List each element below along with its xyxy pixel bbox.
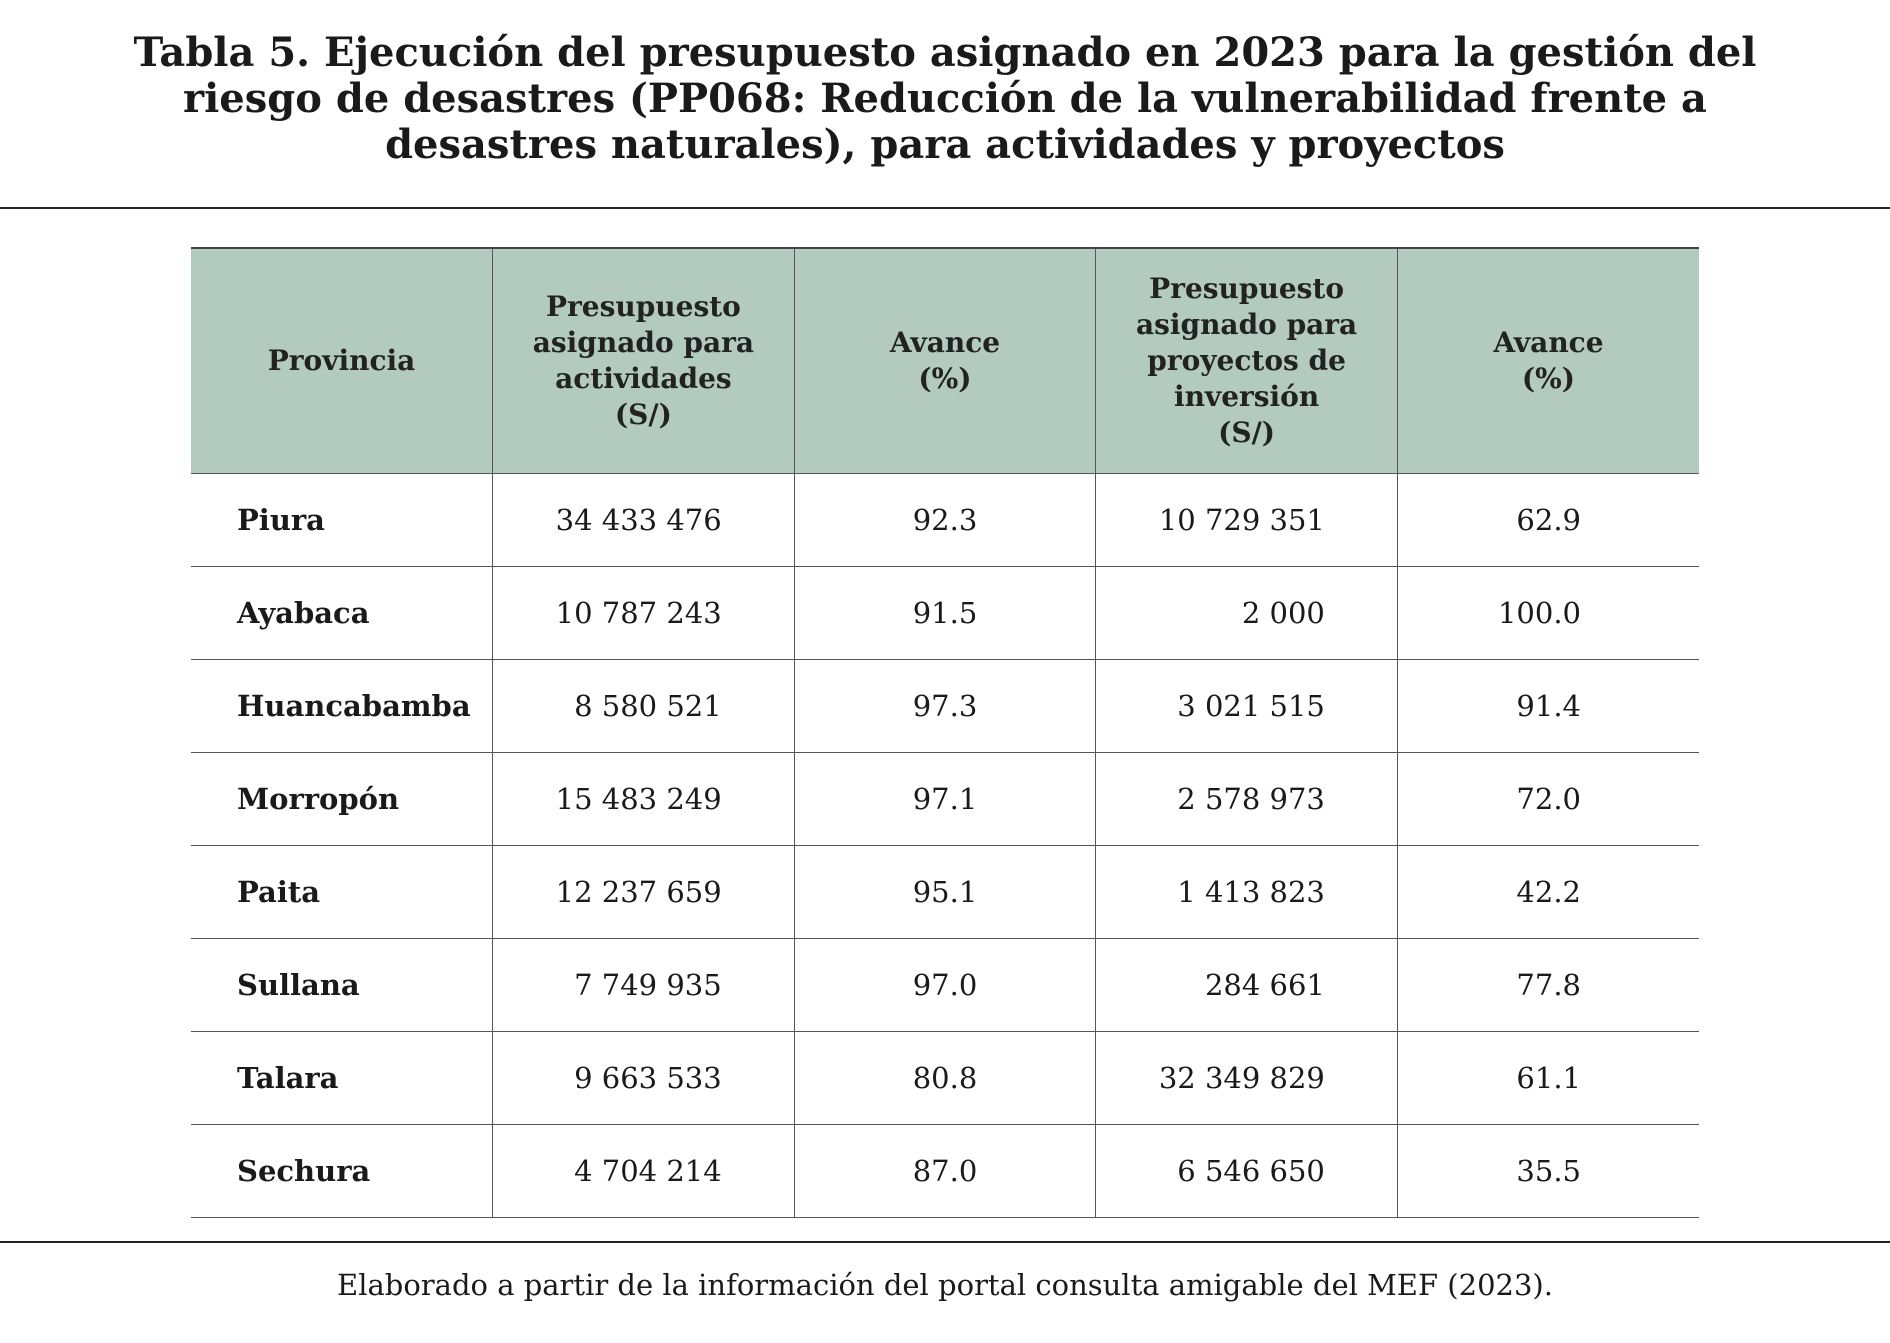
table-row (191, 567, 1699, 660)
table-title-line-2: riesgo de desastres (PP068: Reducción de la vulnerabilidad frente a (183, 75, 1707, 122)
cell-provincia: Ayabaca (191, 567, 493, 660)
cell-provincia: Talara (191, 1032, 493, 1125)
bottom-divider (0, 1241, 1890, 1243)
header-avance-actividades (794, 248, 1096, 474)
cell-avance-proyectos: 77.8 (1397, 939, 1699, 1032)
header-provincia-text: Provincia (267, 344, 416, 377)
table-row (191, 753, 1699, 846)
header-text-line: actividades (555, 362, 732, 395)
cell-provincia: Morropón (191, 753, 493, 846)
cell-presupuesto-proyectos: 32 349 829 (1096, 1032, 1398, 1125)
table-row (191, 474, 1699, 567)
cell-presupuesto-actividades: 9 663 533 (493, 1032, 795, 1125)
table-row (191, 939, 1699, 1032)
table-title (0, 30, 1890, 168)
header-presupuesto-actividades (493, 248, 795, 474)
header-presupuesto-proyectos (1096, 248, 1398, 474)
cell-avance-proyectos: 61.1 (1397, 1032, 1699, 1125)
cell-avance-proyectos: 42.2 (1397, 846, 1699, 939)
header-text-line: Avance (1493, 326, 1604, 359)
source-note: Elaborado a partir de la información del portal consulta amigable del MEF (2023). (337, 1268, 1553, 1302)
header-row (191, 248, 1699, 474)
header-text-line: asignado para (532, 326, 755, 359)
table-body (191, 474, 1699, 1218)
cell-presupuesto-proyectos: 6 546 650 (1096, 1125, 1398, 1218)
cell-presupuesto-proyectos: 2 578 973 (1096, 753, 1398, 846)
header-text-line: proyectos de (1147, 344, 1346, 377)
cell-presupuesto-actividades: 10 787 243 (493, 567, 795, 660)
cell-avance-proyectos: 100.0 (1397, 567, 1699, 660)
cell-avance-actividades: 95.1 (794, 846, 1096, 939)
table-row (191, 660, 1699, 753)
cell-provincia: Piura (191, 474, 493, 567)
cell-avance-proyectos: 62.9 (1397, 474, 1699, 567)
cell-provincia: Sullana (191, 939, 493, 1032)
cell-provincia: Huancabamba (191, 660, 493, 753)
header-avance-proyectos (1397, 248, 1699, 474)
cell-avance-actividades: 91.5 (794, 567, 1096, 660)
cell-avance-actividades: 97.1 (794, 753, 1096, 846)
cell-avance-actividades: 87.0 (794, 1125, 1096, 1218)
table-row (191, 1032, 1699, 1125)
cell-presupuesto-proyectos: 1 413 823 (1096, 846, 1398, 939)
table-header (191, 248, 1699, 474)
header-text-line: Avance (889, 326, 1001, 359)
cell-presupuesto-actividades: 12 237 659 (493, 846, 795, 939)
cell-avance-actividades: 97.0 (794, 939, 1096, 1032)
header-text-line: (%) (918, 362, 972, 395)
cell-avance-actividades: 80.8 (794, 1032, 1096, 1125)
cell-avance-proyectos: 91.4 (1397, 660, 1699, 753)
budget-table (191, 247, 1699, 1218)
cell-presupuesto-proyectos: 10 729 351 (1096, 474, 1398, 567)
cell-presupuesto-actividades: 8 580 521 (493, 660, 795, 753)
top-divider (0, 207, 1890, 209)
cell-presupuesto-actividades: 4 704 214 (493, 1125, 795, 1218)
table-title-line-1: Tabla 5. Ejecución del presupuesto asignado en 2023 para la gestión del (133, 29, 1757, 76)
header-text-line: (S/) (1218, 416, 1276, 449)
cell-presupuesto-proyectos: 2 000 (1096, 567, 1398, 660)
cell-avance-proyectos: 35.5 (1397, 1125, 1699, 1218)
header-text-line: asignado para (1135, 308, 1358, 341)
header-text-line: (%) (1521, 362, 1575, 395)
cell-provincia: Paita (191, 846, 493, 939)
header-provincia (191, 248, 493, 474)
header-text-line: (S/) (614, 398, 672, 431)
cell-presupuesto-actividades: 34 433 476 (493, 474, 795, 567)
header-text-line: Presupuesto (1149, 272, 1345, 305)
cell-avance-actividades: 92.3 (794, 474, 1096, 567)
cell-avance-proyectos: 72.0 (1397, 753, 1699, 846)
header-text-line: Presupuesto (545, 290, 741, 323)
cell-presupuesto-proyectos: 3 021 515 (1096, 660, 1398, 753)
table-row (191, 1125, 1699, 1218)
header-text-line: inversión (1173, 380, 1320, 413)
cell-presupuesto-actividades: 7 749 935 (493, 939, 795, 1032)
cell-presupuesto-proyectos: 284 661 (1096, 939, 1398, 1032)
table-row (191, 846, 1699, 939)
table-title-line-3: desastres naturales), para actividades y proyectos (385, 121, 1505, 168)
cell-provincia: Sechura (191, 1125, 493, 1218)
cell-avance-actividades: 97.3 (794, 660, 1096, 753)
cell-presupuesto-actividades: 15 483 249 (493, 753, 795, 846)
